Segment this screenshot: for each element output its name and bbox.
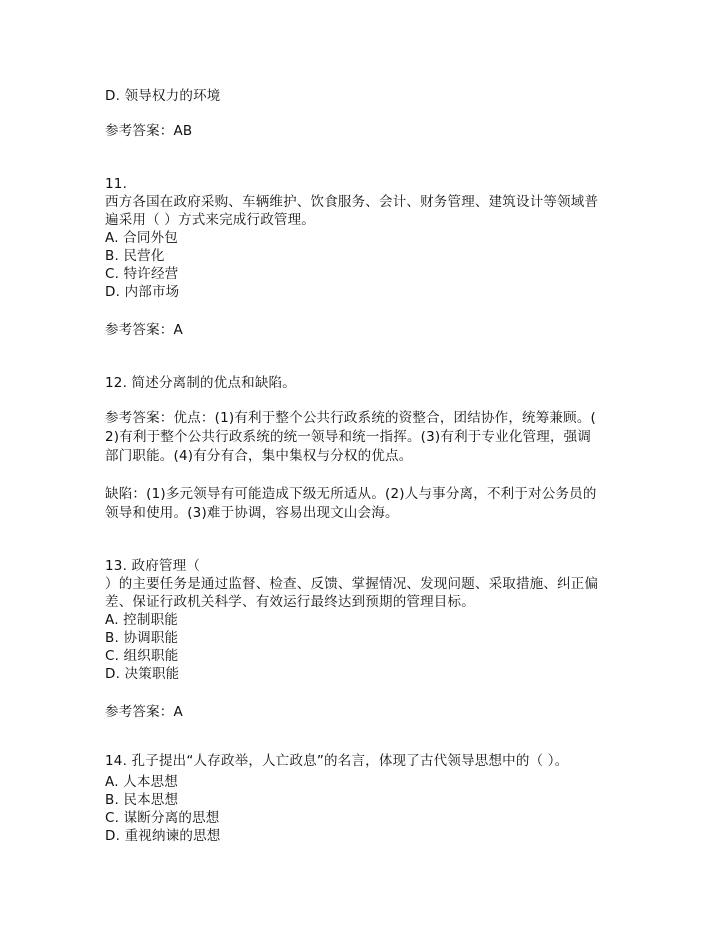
q14-option-b: B. 民本思想 (105, 792, 179, 808)
q14-stem: 14. 孔子提出“人存政举，人亡政息”的名言，体现了古代领导思想中的（ ）。 (105, 753, 569, 769)
q14-option-d: D. 重视纳谏的思想 (105, 828, 221, 844)
q11-answer: 参考答案：A (105, 322, 183, 338)
q13-option-d: D. 决策职能 (105, 666, 180, 682)
q11-stem-line2: 遍采用（ ）方式来完成行政管理。 (105, 212, 315, 228)
q11-option-a: A. 合同外包 (105, 230, 178, 246)
q13-option-a: A. 控制职能 (105, 612, 178, 628)
q10-answer: 参考答案：AB (105, 123, 193, 139)
q13-stem-line3: 差、保证行政机关科学、有效运行最终达到预期的管理目标。 (105, 594, 475, 610)
q13-stem-line1: 13. 政府管理（ (105, 558, 201, 574)
q11-option-c: C. 特许经营 (105, 266, 179, 282)
q14-option-a: A. 人本思想 (105, 774, 178, 790)
q11-option-d: D. 内部市场 (105, 284, 180, 300)
q12-weakness-line2: 领导和使用。(3)难于协调，容易出现文山会海。 (105, 505, 399, 521)
q12-answer-line3: 部门职能。(4)有分有合，集中集权与分权的优点。 (105, 448, 413, 464)
q12-answer-line2: 2)有利于整个公共行政系统的统一领导和统一指挥。(3)有利于专业化管理，强调 (105, 429, 592, 445)
q11-option-b: B. 民营化 (105, 248, 165, 264)
q13-stem-line2: ）的主要任务是通过监督、检查、反馈、掌握情况、发现问题、采取措施、纠正偏 (105, 576, 599, 592)
q10-option-d: D. 领导权力的环境 (105, 88, 221, 104)
q13-option-c: C. 组织职能 (105, 648, 179, 664)
q11-stem-line1: 西方各国在政府采购、车辆维护、饮食服务、会计、财务管理、建筑设计等领域普 (105, 194, 599, 210)
q13-answer: 参考答案：A (105, 704, 183, 720)
q13-option-b: B. 协调职能 (105, 630, 179, 646)
q14-option-c: C. 谋断分离的思想 (105, 810, 220, 826)
q12-stem: 12. 简述分离制的优点和缺陷。 (105, 375, 296, 391)
q11-number: 11. (105, 176, 128, 192)
q12-answer-line1: 参考答案：优点：(1)有利于整个公共行政系统的资整合，团结协作，统筹兼顾。( (105, 410, 596, 426)
q12-weakness-line1: 缺陷：(1)多元领导有可能造成下级无所适从。(2)人与事分离，不利于对公务员的 (105, 486, 597, 502)
